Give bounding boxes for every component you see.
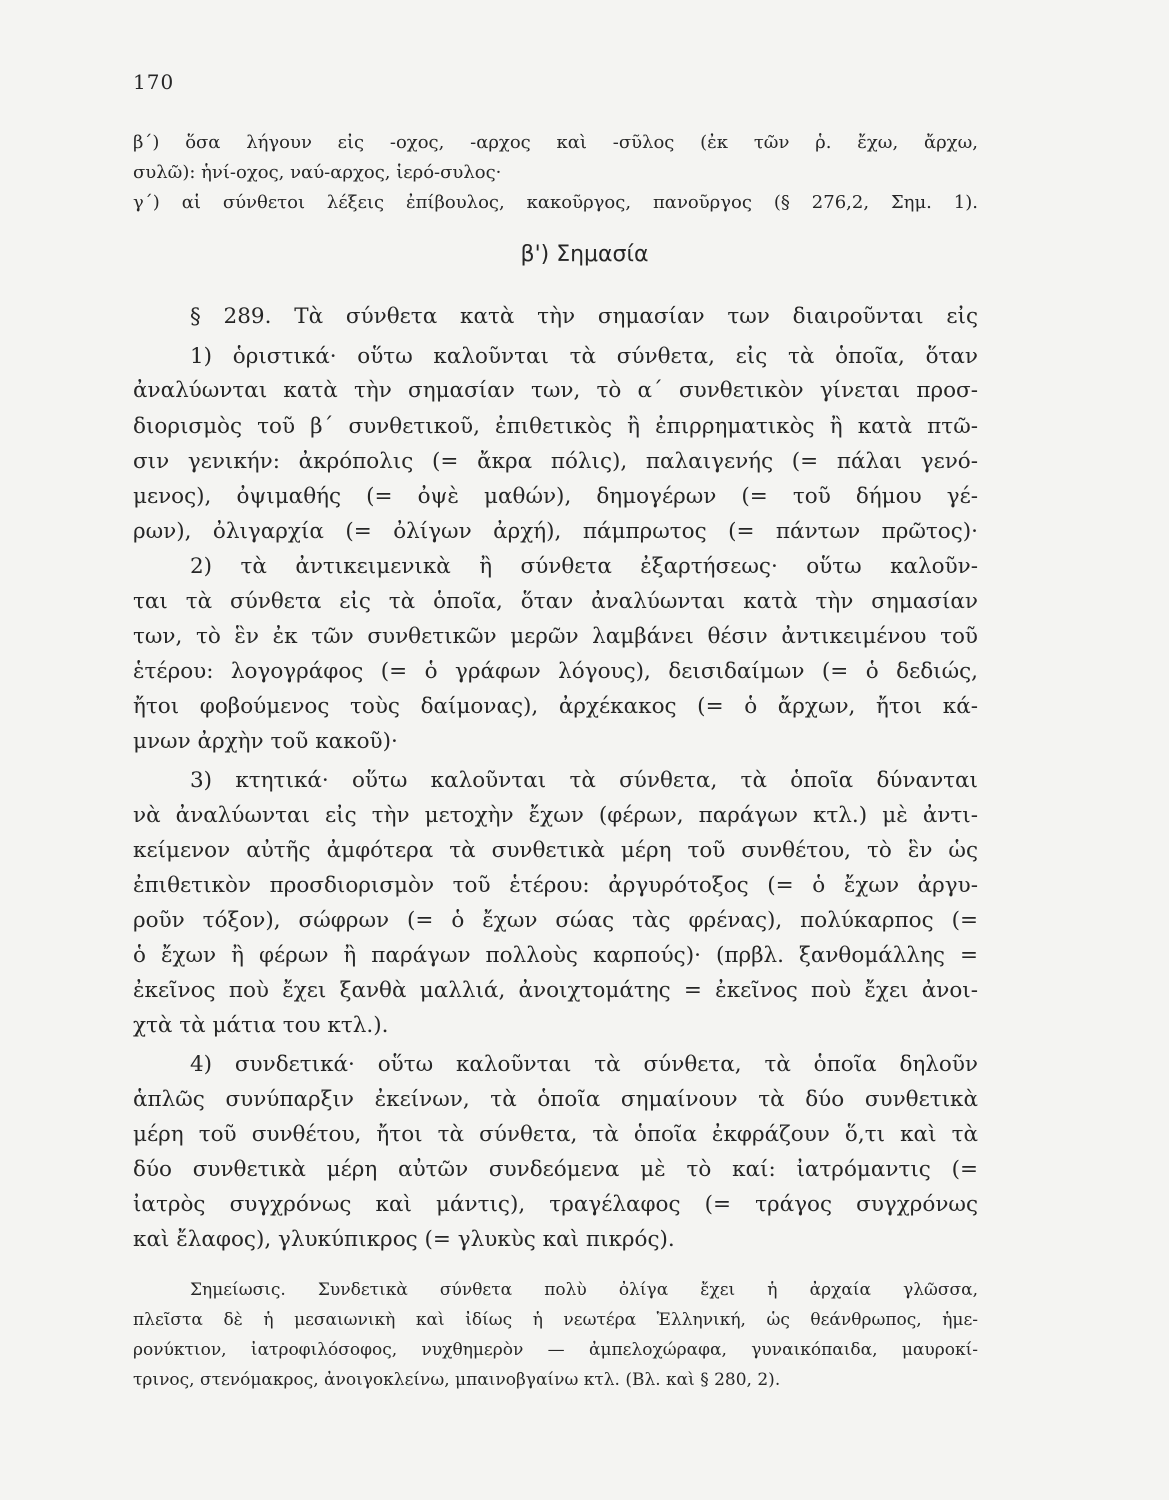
paragraph-line: διορισμὸς τοῦ β΄ συνθετικοῦ, ἐπιθετικὸς ἢ ἐπιρρηματικὸς ἢ κατὰ πτῶ- xyxy=(133,414,978,439)
paragraph-line: δύο συνθετικὰ μέρη αὐτῶν συνδεόμενα μὲ τὸ καί: ἰατρόμαντις (= xyxy=(133,1157,978,1182)
note-line: πλεῖστα δὲ ἡ μεσαιωνικὴ καὶ ἰδίως ἡ νεωτέρα Ἑλληνική, ὡς θεάνθρωπος, ἡμε- xyxy=(133,1310,978,1330)
intro-line: συλῶ): ἡνί-οχος, ναύ-αρχος, ἱερό-συλος· xyxy=(133,162,502,183)
paragraph-line: § 289. Τὰ σύνθετα κατὰ τὴν σημασίαν των διαιροῦνται εἰς xyxy=(190,304,978,329)
intro-line: β΄) ὅσα λήγουν εἰς -οχος, -αρχος καὶ -σῦλος (ἐκ τῶν ῥ. ἔχω, ἄρχω, xyxy=(133,132,978,153)
note-line: Σημείωσις. Συνδετικὰ σύνθετα πολὺ ὀλίγα ἔχει ἡ ἀρχαία γλῶσσα, xyxy=(190,1280,978,1300)
paragraph-line: ροῦν τόξον), σώφρων (= ὁ ἔχων σώας τὰς φρένας), πολύκαρπος (= xyxy=(133,908,978,933)
paragraph-line: ἰατρὸς συγχρόνως καὶ μάντις), τραγέλαφος (= τράγος συγχρόνως xyxy=(133,1192,978,1217)
section-heading: β') Σημασία xyxy=(520,242,649,267)
paragraph-line: κείμενον αὐτῆς ἀμφότερα τὰ συνθετικὰ μέρη τοῦ συνθέτου, τὸ ἓν ὡς xyxy=(133,838,978,863)
paragraph-line: 2) τὰ ἀντικειμενικὰ ἢ σύνθετα ἐξαρτήσεως· οὕτω καλοῦν- xyxy=(190,554,978,579)
note-line: ρονύκτιον, ἰατροφιλόσοφος, νυχθημερὸν — ἀμπελοχώραφα, γυναικόπαιδα, μαυροκί- xyxy=(133,1340,978,1360)
page-number: 170 xyxy=(133,70,175,94)
paragraph-line: σιν γενικήν: ἀκρόπολις (= ἄκρα πόλις), παλαιγενής (= πάλαι γενό- xyxy=(133,449,978,474)
paragraph-line: 4) συνδετικά· οὕτω καλοῦνται τὰ σύνθετα, τὰ ὁποῖα δηλοῦν xyxy=(190,1052,978,1077)
paragraph-line: ται τὰ σύνθετα εἰς τὰ ὁποῖα, ὅταν ἀναλύωνται κατὰ τὴν σημασίαν xyxy=(133,589,978,614)
paragraph-line: μνων ἀρχὴν τοῦ κακοῦ)· xyxy=(133,729,398,754)
paragraph-line: 1) ὁριστικά· οὕτω καλοῦνται τὰ σύνθετα, εἰς τὰ ὁποῖα, ὅταν xyxy=(190,344,978,369)
note-line: τρινος, στενόμακρος, ἀνοιγοκλείνω, μπαινοβγαίνω κτλ. (Βλ. καὶ § 280, 2). xyxy=(133,1370,781,1390)
paragraph-line: των, τὸ ἓν ἐκ τῶν συνθετικῶν μερῶν λαμβάνει θέσιν ἀντικειμένου τοῦ xyxy=(133,624,978,649)
paragraph-line: χτὰ τὰ μάτια του κτλ.). xyxy=(133,1013,389,1038)
paragraph-line: ὁ ἔχων ἢ φέρων ἢ παράγων πολλοὺς καρπούς)· (πρβλ. ξανθομάλλης = xyxy=(133,943,978,968)
paragraph-line: καὶ ἔλαφος), γλυκύπικρος (= γλυκὺς καὶ πικρός). xyxy=(133,1227,675,1252)
paragraph-line: μέρη τοῦ συνθέτου, ἤτοι τὰ σύνθετα, τὰ ὁποῖα ἐκφράζουν ὅ,τι καὶ τὰ xyxy=(133,1122,978,1147)
paragraph-line: ἐπιθετικὸν προσδιορισμὸν τοῦ ἑτέρου: ἀργυρότοξος (= ὁ ἔχων ἀργυ- xyxy=(133,873,978,898)
paragraph-line: ἁπλῶς συνύπαρξιν ἐκείνων, τὰ ὁποῖα σημαίνουν τὰ δύο συνθετικὰ xyxy=(133,1087,978,1112)
paragraph-line: ἐκεῖνος ποὺ ἔχει ξανθὰ μαλλιά, ἀνοιχτομάτης = ἐκεῖνος ποὺ ἔχει ἀνοι- xyxy=(133,978,978,1003)
paragraph-line: 3) κτητικά· οὕτω καλοῦνται τὰ σύνθετα, τὰ ὁποῖα δύνανται xyxy=(190,768,978,793)
paragraph-line: ἑτέρου: λογογράφος (= ὁ γράφων λόγους), δεισιδαίμων (= ὁ δεδιώς, xyxy=(133,659,978,684)
paragraph-line: ἤτοι φοβούμενος τοὺς δαίμονας), ἀρχέκακος (= ὁ ἄρχων, ἤτοι κά- xyxy=(133,694,978,719)
paragraph-line: μενος), ὀψιμαθής (= ὀψὲ μαθών), δημογέρων (= τοῦ δήμου γέ- xyxy=(133,484,978,509)
paragraph-line: ρων), ὀλιγαρχία (= ὀλίγων ἀρχή), πάμπρωτος (= πάντων πρῶτος)· xyxy=(133,519,978,544)
paragraph-line: ἀναλύωνται κατὰ τὴν σημασίαν των, τὸ α΄ συνθετικὸν γίνεται προσ- xyxy=(133,378,978,403)
intro-line: γ΄) αἱ σύνθετοι λέξεις ἐπίβουλος, κακοῦργος, πανοῦργος (§ 276,2, Σημ. 1). xyxy=(133,192,978,213)
paragraph-line: νὰ ἀναλύωνται εἰς τὴν μετοχὴν ἔχων (φέρων, παράγων κτλ.) μὲ ἀντι- xyxy=(133,803,978,828)
